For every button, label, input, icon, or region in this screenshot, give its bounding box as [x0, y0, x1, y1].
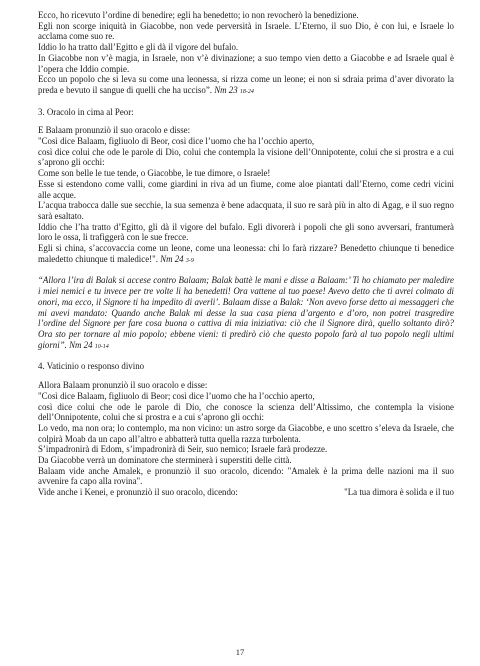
- text-line: così dice colui che ode le parole di Dio, che conosce la scienza dell’Altissimo, che contempla la visione dell’Onnipotente, colui che si prostra e a cui s’aprono gli occhi:: [38, 401, 454, 423]
- section-heading-3: 3. Oracolo in cima al Peor:: [38, 106, 134, 117]
- scripture-verses: 18-24: [239, 88, 254, 95]
- quote-text: “Allora l’ira di Balak si accese contro Balaam; Balak battè le mani e disse a Balaam:’ Ti ho chiamato per maledire i miei nemici e tu invece per tre volte li ha benedetti! Ora vattene al tuo paese! Avevo detto che ti avrei colmato di onori, ma ecco, il Signore ti ha impedito di averli’. Balaam disse a Balak: ‘Non avevo forse detto ai messaggeri che mi avevi mandato: Quando anche Balak mi desse la sua casa piena d’argento e d’oro, non potrei trasgredire l’ordine del Signore per fare cosa buona o cattiva di mia iniziativa: ciò che il Signore dirà, quello soltanto dirò? Ora sto per tornare al mio popolo; ebbene vieni: ti predirò ciò che questo popolo farà al tuo popolo negli ultimi giorni”.: [38, 275, 454, 350]
- text-line: "Così dice Balaam, figliuolo di Beor, così dice l’uomo che ha l’occhio aperto,: [38, 136, 315, 147]
- section-heading-4: 4. Vaticinio o responso divino: [38, 361, 145, 372]
- text-line: Balaam vide anche Amalek, e pronunziò il suo oracolo, dicendo: "Amalek è la prima delle nazioni ma il suo avvenire fa capo alla rovina".: [38, 465, 454, 487]
- text-line: Allora Balaam pronunziò il suo oracolo e disse:: [38, 380, 208, 391]
- scripture-reference: Nm 24: [69, 339, 93, 350]
- text-line: E Balaam pronunziò il suo oracolo e disse:: [38, 125, 191, 136]
- text-line: Iddio lo ha tratto dall’Egitto e gli dà il vigore del bufalo.: [38, 42, 239, 53]
- text-line: S’impadronirà di Edom, s’impadronirà di Seir, suo nemico; Israele farà prodezze.: [38, 444, 328, 455]
- oracle-2-block: [38, 10, 454, 98]
- text-fragment: "La tua dimora è solida e il tuo: [344, 487, 454, 498]
- text-line: Lo vedo, ma non ora; lo contemplo, ma non vicino: un astro sorge da Giacobbe, e uno scettro s’eleva da Israele, che colpirà Moab da un capo all’altro e abbatterà tutta quella razza turbolenta.: [38, 422, 454, 444]
- oracle-3-block: [38, 125, 454, 266]
- text-line: In Giacobbe non v’è magia, in Israele, non v’è divinazione; a suo tempo vien detto a Giacobbe e ad Israele qual è l’opera che Iddio compie.: [38, 52, 454, 74]
- scripture-verses: 10-14: [94, 343, 109, 350]
- text-fragment: Egli si china, s’accovaccia come un leone, come una leonessa: chi lo farà rizzare? Benedetto chiunque ti benedice maledetto chiunque ti maledice!".: [38, 243, 454, 264]
- text-line: Da Giacobbe verrà un dominatore che sterminerà i superstiti delle città.: [38, 455, 292, 466]
- text-line: Esse si estendono come valli, come giardini in riva ad un fiume, come aloe piantati dall’Eterno, come cedri vicini alle acque.: [38, 178, 454, 200]
- scripture-reference: Nm 24: [160, 253, 184, 264]
- text-line: [38, 74, 454, 97]
- text-fragment: Ecco un popolo che si leva su come una leonessa, si rizza come un leone; ei non si sdraia prima d’aver divorato la preda e bevuto il sangue di quelli che ha ucciso”.: [38, 74, 454, 95]
- page-body: [38, 10, 454, 498]
- page-number: 17: [235, 647, 245, 657]
- text-line: Ecco, ho ricevuto l’ordine di benedire; egli ha benedetto; io non revocherò la benedizione.: [38, 10, 359, 20]
- text-line: Come son belle le tue tende, o Giacobbe, le tue dimore, o Israele!: [38, 168, 271, 179]
- text-line: [38, 243, 454, 266]
- text-line: Iddio che l’ha tratto d’Egitto, gli dà il vigore del bufalo. Egli divorerà i popoli che gli sono avversari, frantumerà loro le ossa, li trafiggerà con le sue frecce.: [38, 221, 454, 243]
- scripture-verses: 3-9: [185, 257, 194, 264]
- oracle-4-block: [38, 380, 454, 498]
- text-fragment: Vide anche i Kenei, e pronunziò il suo oracolo, dicendo:: [38, 487, 238, 498]
- balak-anger-quote: [38, 275, 454, 352]
- text-line: così dice colui che ode le parole di Dio, colui che contempla la visione dell’Onnipotente, colui che si prostra e a cui s’aprono gli occhi:: [38, 146, 454, 168]
- text-line: Egli non scorge iniquità in Giacobbe, non vede perversità in Israele. L’Eterno, il suo Dio, è con lui, e Israele lo acclama come suo re.: [38, 20, 454, 42]
- text-line: [38, 487, 454, 498]
- text-line: L’acqua trabocca dalle sue secchie, la sua semenza è bene adacquata, il suo re sarà più in alto di Agag, e il suo regno sarà esaltato.: [38, 200, 454, 221]
- text-line: "Così dice Balaam, figliuolo di Beor; così dice l’uomo che ha l’occhio aperto,: [38, 390, 315, 401]
- scripture-reference: Nm 23: [214, 84, 238, 95]
